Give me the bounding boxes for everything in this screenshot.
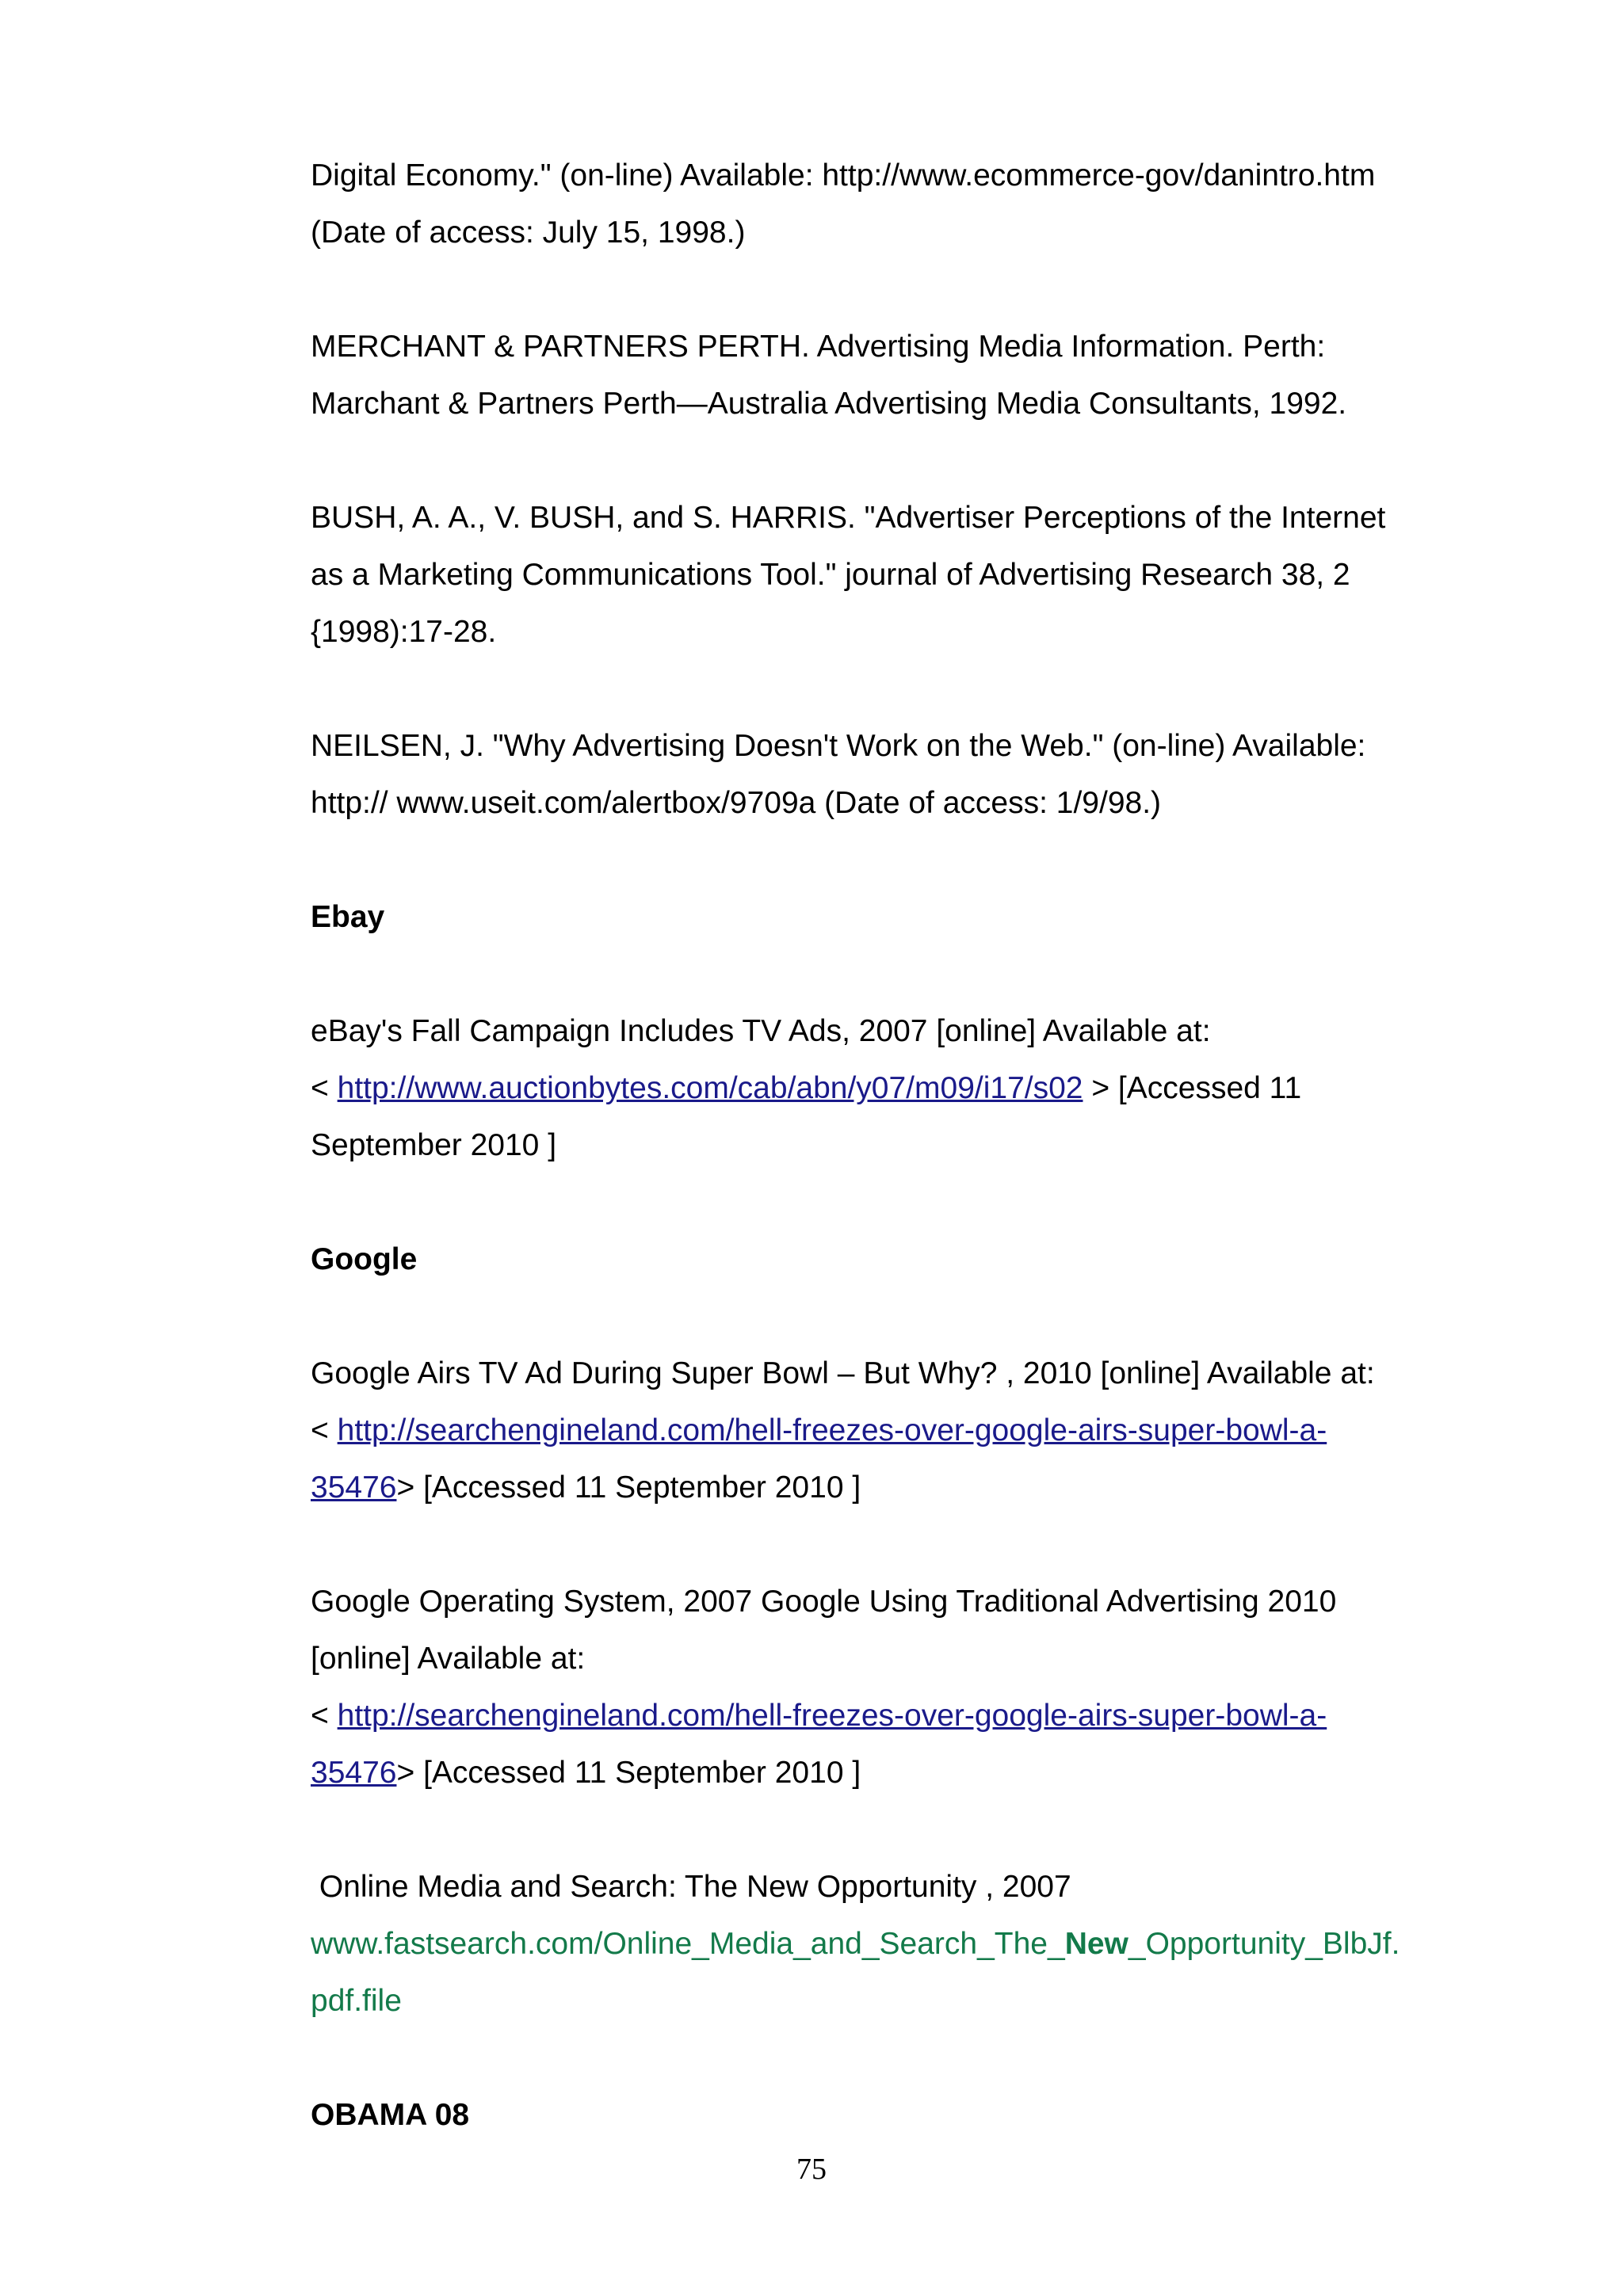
link-prefix: < [311, 1699, 338, 1733]
link-prefix: < [311, 1413, 338, 1447]
reference-line: Online Media and Search: The New Opportunity , 2007 [311, 1870, 1071, 1904]
reference-link-line [311, 1402, 1484, 1459]
fastsearch-url-end: _Opportunity_BlbJf. [1128, 1927, 1400, 1961]
reference-line: NEILSEN, J. "Why Advertising Doesn't Work on the Web." (on-line) Available: [311, 729, 1366, 763]
link-suffix: > [Accessed 11 September 2010 ] [396, 1470, 861, 1505]
reference-line: BUSH, A. A., V. BUSH, and S. HARRIS. "Advertiser Perceptions of the Internet [311, 501, 1386, 535]
reference-line: [online] Available at: [311, 1642, 586, 1676]
searchengineland-link-part2[interactable]: 35476 [311, 1756, 397, 1790]
searchengineland-link-part1[interactable]: http://searchengineland.com/hell-freezes-over-google-airs-super-bowl-a- [337, 1413, 1327, 1447]
link-suffix: > [Accessed 11 September 2010 ] [396, 1756, 861, 1790]
fastsearch-url-line2: pdf.file [311, 1984, 402, 2018]
searchengineland-link-part2[interactable]: 35476 [311, 1470, 397, 1505]
reference-line: MERCHANT & PARTNERS PERTH. Advertising Media Information. Perth: [311, 330, 1326, 364]
fastsearch-url-line [311, 1916, 1484, 1973]
searchengineland-link-part1[interactable]: http://searchengineland.com/hell-freezes-over-google-airs-super-bowl-a- [337, 1699, 1327, 1733]
reference-link-line [311, 1459, 1484, 1516]
section-heading-google: Google [311, 1242, 418, 1276]
references-list [311, 147, 1484, 2144]
reference-link-line [311, 1745, 1484, 1802]
reference-line: Google Airs TV Ad During Super Bowl – But Why? , 2010 [online] Available at: [311, 1356, 1375, 1390]
reference-line: Digital Economy." (on-line) Available: http://www.ecommerce-gov/danintro.htm [311, 158, 1376, 193]
fastsearch-url-start: www.fastsearch.com/Online_Media_and_Search_The_ [311, 1927, 1065, 1961]
reference-link-line [311, 1688, 1484, 1745]
reference-line: September 2010 ] [311, 1128, 557, 1162]
reference-line: eBay's Fall Campaign Includes TV Ads, 2007 [online] Available at: [311, 1014, 1211, 1048]
reference-line: (Date of access: July 15, 1998.) [311, 215, 746, 250]
link-suffix: > [Accessed 11 [1083, 1071, 1302, 1105]
link-prefix: < [311, 1071, 338, 1105]
page-number: 75 [796, 2153, 827, 2186]
section-heading-obama: OBAMA 08 [311, 2098, 470, 2132]
reference-line: {1998):17-28. [311, 615, 497, 649]
reference-line: http:// www.useit.com/alertbox/9709a (Date of access: 1/9/98.) [311, 786, 1162, 820]
fastsearch-url-bold: New [1064, 1927, 1128, 1961]
reference-link-line [311, 1060, 1484, 1117]
reference-line: as a Marketing Communications Tool." journal of Advertising Research 38, 2 [311, 558, 1350, 592]
auctionbytes-link[interactable]: http://www.auctionbytes.com/cab/abn/y07/m09/i17/s02 [337, 1071, 1083, 1105]
reference-line: Marchant & Partners Perth—Australia Advertising Media Consultants, 1992. [311, 387, 1347, 421]
section-heading-ebay: Ebay [311, 900, 385, 934]
reference-line: Google Operating System, 2007 Google Using Traditional Advertising 2010 [311, 1585, 1337, 1619]
